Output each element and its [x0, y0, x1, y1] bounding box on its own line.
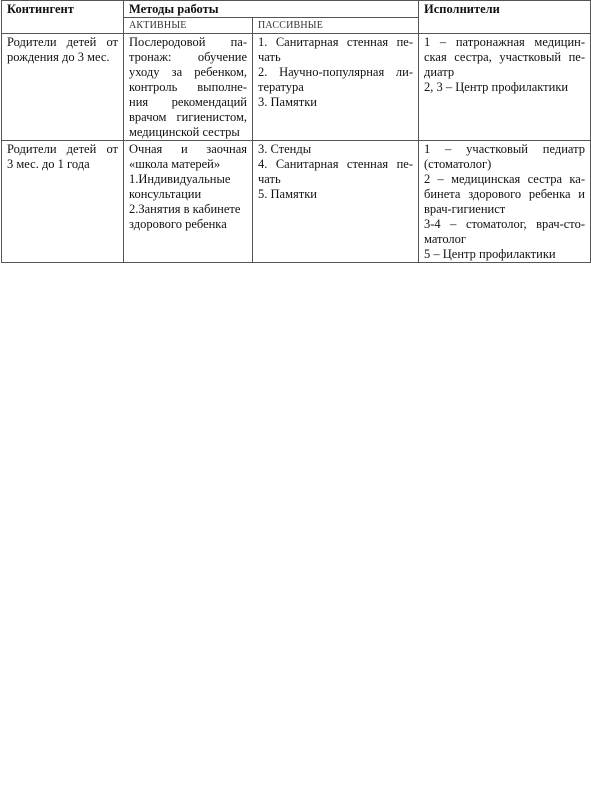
row2-contingent — [2, 141, 124, 263]
cell-line: (стоматолог) — [424, 157, 492, 171]
cell-line: здорового ребенка — [129, 217, 227, 231]
row1-passive-methods — [253, 34, 419, 141]
header-methods: Методы работы — [124, 1, 419, 18]
cell-line: Очная и заочная — [129, 142, 247, 156]
subheader-active: АКТИВНЫЕ — [124, 18, 253, 34]
cell-line: «школа матерей» — [129, 157, 221, 171]
cell-line: 1.Индивидуальные — [129, 172, 231, 186]
cell-line: Родители детей от — [7, 142, 118, 156]
cell-line: тронаж: обучение — [129, 50, 247, 64]
cell-line: чать — [258, 50, 281, 64]
subheader-passive: ПАССИВНЫЕ — [253, 18, 419, 34]
header-row — [2, 1, 591, 18]
cell-line: 5 – Центр профилактики — [424, 247, 556, 261]
cell-line: 2.Занятия в кабинете — [129, 202, 241, 216]
cell-line: 3. Стенды — [258, 142, 312, 156]
cell-line: матолог — [424, 232, 467, 246]
cell-line: 3-4 – стоматолог, врач-сто- — [424, 217, 585, 231]
cell-line: 1. Санитарная стенная пе- — [258, 35, 413, 49]
header-executors: Исполнители — [419, 1, 591, 34]
cell-line: тература — [258, 80, 304, 94]
cell-line: 5. Памятки — [258, 187, 317, 201]
cell-line: бинета здорового ребенка и — [424, 187, 585, 201]
cell-line: 1 – участковый педиатр — [424, 142, 585, 156]
cell-line: чать — [258, 172, 281, 186]
cell-line: диатр — [424, 65, 455, 79]
cell-line: 4. Санитарная стенная пе- — [258, 157, 413, 171]
cell-line: ская сестра, участковый пе- — [424, 50, 585, 64]
cell-line: врачом гигиенистом, — [129, 110, 247, 124]
cell-line: уходу за ребенком, — [129, 65, 247, 79]
cell-line: врач-гигиенист — [424, 202, 506, 216]
row1-executors — [419, 34, 591, 141]
table-row — [2, 34, 591, 141]
cell-line: 3. Памятки — [258, 95, 317, 109]
row2-executors — [419, 141, 591, 263]
cell-line: рождения до 3 мес. — [7, 50, 110, 64]
work-methods-table — [1, 0, 591, 263]
cell-line: ния рекомендаций — [129, 95, 247, 109]
cell-line: 2. Научно-популярная ли- — [258, 65, 413, 79]
cell-line: медицинской сестры — [129, 125, 240, 139]
cell-line: консультации — [129, 187, 202, 201]
cell-line: 2 – медицинская сестра ка- — [424, 172, 585, 186]
cell-line: 3 мес. до 1 года — [7, 157, 90, 171]
cell-line: контроль выполне- — [129, 80, 247, 94]
row1-contingent — [2, 34, 124, 141]
cell-line: Родители детей от — [7, 35, 118, 49]
row2-passive-methods — [253, 141, 419, 263]
header-contingent: Контингент — [2, 1, 124, 34]
cell-line: 1 – патронажная медицин- — [424, 35, 585, 49]
table-row — [2, 141, 591, 263]
cell-line: 2, 3 – Центр профилактики — [424, 80, 569, 94]
row2-active-methods — [124, 141, 253, 263]
row1-active-methods — [124, 34, 253, 141]
cell-line: Послеродовой па- — [129, 35, 247, 49]
